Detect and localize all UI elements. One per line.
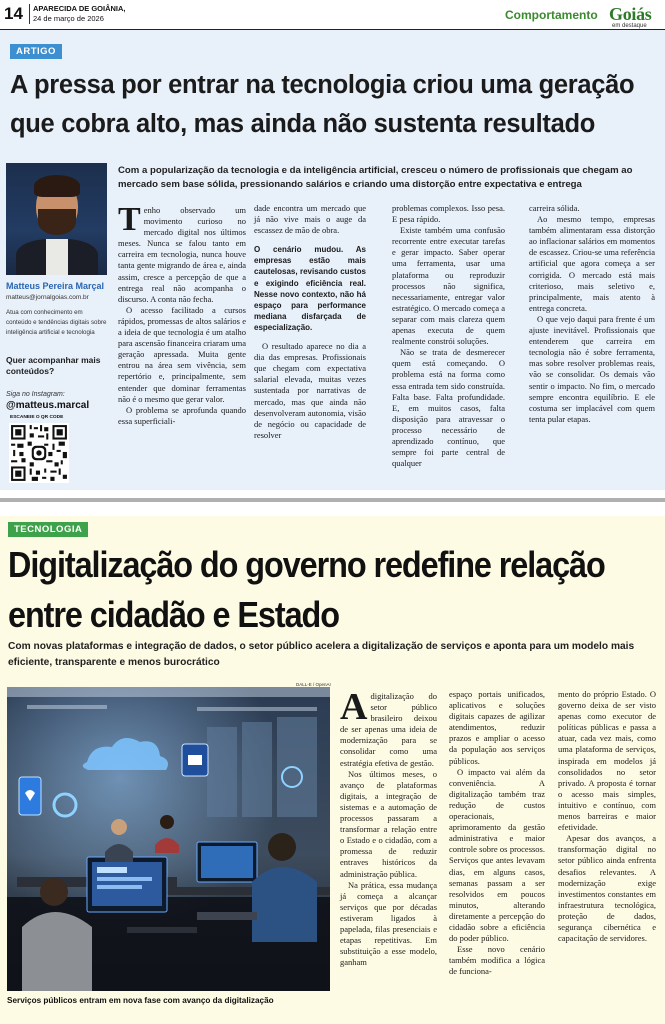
article-column-2 [449,689,545,977]
paragraph: O acesso facilitado a cursos rápidos, promessas de altos salários e a ideia de que tecnologia é um atalho para ascensão financeira criaram uma geração apressada. Muita gente entrou na área sem vivência, sem repertório e, principalmente, sem entender que dominar ferramentas não é o mesmo que gerar valor. [118,304,246,404]
newspaper-logo: Goiás [609,4,652,24]
paragraph: O impacto vai além da conveniência. A digitalização também traz redução de custos operacionais, aprimoramento da gestão administrativa e maior controle sobre os processos. Serviços que antes levavam dias, em alguns casos, semanas passam a ser resolvidos em poucos minutos, alterando diretamente a percepção do cidadão sobre a eficiência do poder público. [449,766,545,944]
paragraph: problemas complexos. Isso pesa. E pesa rápido. [392,203,505,225]
article-column-4 [529,203,655,425]
image-caption: Serviços públicos entram em nova fase com avanço da digitalização [7,996,274,1005]
paragraph: carreira sólida. [529,203,580,213]
section-name: Comportamento [505,8,598,22]
author-email[interactable]: matteus@jornalgoias.com.br [6,294,89,301]
paragraph: Não se trata de desmerecer quem está começando. O problema está na forma como essa entrada tem sido construída. Falta base. Falta profundidade. E, em muitos casos, falta disposição para atravessar o processo necessário de aprendizado contínuo, que sempre foi parte central de qualquer [392,347,505,469]
qr-label: ESCANEIE O QR CODE [10,415,64,420]
header-divider [29,4,30,24]
paragraph: O resultado aparece no dia a dia das empresas. Profissionais que chegam com expectativa salarial elevada, muitas vezes sustentada por narrativas de mercado, mas que ainda não desenvolveram autonomia, visão de negócio ou capacidade de resolver [254,341,366,440]
author-cta: Quer acompanhar mais conteúdos? [6,355,101,376]
paragraph: Ao mesmo tempo, empresas também alimentaram essa distorção ao inflacionar salários em momentos de escassez. Criou-se uma referência artificial que agora começa a ser corrigida. O mercado está mais criterioso, mais seletivo e, principalmente, mais atento à entrega concreta. [529,214,655,313]
header-date: 24 de março de 2026 [33,14,104,23]
article-lead: Com novas plataformas e integração de dados, o setor público acelera a digitalização de serviços e aponta para um modelo mais eficiente, transparente e menos burocrático [8,641,635,668]
paragraph: espaço portais unificados, aplicativos e soluções digitais capazes de agilizar atendimentos, reduzir prazos e ampliar o acesso da população aos serviços públicos. [449,689,545,766]
paragraph: O problema se aprofunda quando essa superficiali- [118,404,246,426]
paragraph [340,686,437,769]
article-headline: Digitalização do governo redefine relação entre cidadão e Estado [8,544,605,635]
author-name: Matteus Pereira Marçal [6,281,105,291]
drop-cap: T [118,201,141,238]
instagram-label: Siga no Instagram: [6,391,65,398]
article-separator [0,498,665,502]
paragraph: dade encontra um mercado que já não vive mais o auge da escassez de mão de obra. [254,203,366,236]
author-photo [6,163,107,275]
article-tag: ARTIGO [10,44,62,59]
paragraph-text: enho observado um movimento curioso no mercado digital nos últimos meses. Nunca se falou tanto em carreira em tecnologia, nunca houve tanta gente migrando de área e, ainda assim, cresce a percepção de que a entrega real não acompanha o discurso. A conta não fecha. [118,205,246,304]
paragraph: Nos últimos meses, o avanço de plataformas digitais, a integração de sistemas e a automação de processos passaram a transformar a relação entre o Estado e o cidadão, com a promessa de reduzir entraves históricos da administração pública. [340,768,437,879]
paragraph: Apesar dos avanços, a transformação digital no setor público ainda enfrenta desafios relevantes. A modernização exige investimentos constantes em infraestrutura tecnológica, proteção de dados, segurança cibernética e capacitação de servidores. [558,833,656,944]
article-column-1 [340,686,437,968]
instagram-handle[interactable]: @matteus.marcal [6,400,90,411]
paragraph: O que vejo daqui para frente é um ajuste inevitável. Profissionais que entenderem que carreira em tecnologia não é sobre ferramenta, mas sobre resolver problemas reais, vão se consolidar. Os demais vão sentir o impacto. No fim, o mercado sempre encontra equilíbrio. E ele costuma ser implacável com quem tenta pular etapas. [529,313,655,424]
paragraph: Existe também uma confusão recorrente entre executar tarefas e gerar impacto. Saber operar uma ferramenta, usar uma plataforma ou reproduzir processos não significa, necessariamente, entregar valor estratégico. O mercado começa a separar com mais clareza quem apenas executa de quem realmente constrói soluções. [392,225,505,347]
image-credit: DALL-E / OpenAI [296,682,331,687]
drop-cap: A [340,686,368,728]
article-column-2 [254,203,366,441]
article-column-3 [558,689,656,944]
author-bio: Atua com conhecimento em conteúdo e tendências digitais sobre inteligência artificial e tecnologia [6,309,107,336]
paragraph [118,201,246,305]
paragraph-text: digitalização do setor público brasileiro deixou de ser apenas uma ideia de modernização para se consolidar como uma estratégia efetiva de gestão. [340,691,437,768]
article-column-3 [392,203,505,469]
paragraph: Esse novo cenário também modifica a lógica de funciona- [449,944,545,977]
page-number: 14 [4,4,23,23]
article-column-1 [118,201,246,427]
paragraph: mento do próprio Estado. O governo deixa de ser visto apenas como executor de políticas públicas e passa a atuar, cada vez mais, como uma plataforma de serviços, inspirada em modelos já consolidados no setor privado. A proposta é tornar o acesso mais simples, intuitivo e contínuo, com menos barreiras e maior efetividade. [558,689,656,833]
paragraph: Na prática, essa mudança já começa a alcançar serviços que por décadas estiveram ligados à papelada, filas presenciais e etapas repetitivas. Em substituição a esse modelo, ganham [340,879,437,968]
article-headline: A pressa por entrar na tecnologia criou uma geração que cobra alto, mas ainda não sustenta resultado [10,71,635,138]
header-city: APARECIDA DE GOIÂNIA, [33,4,126,13]
newspaper-logo-subtitle: em destaque [612,23,647,29]
qr-code-icon[interactable] [9,423,69,483]
article-tag: TECNOLOGIA [8,522,88,537]
paragraph-highlight: O cenário mudou. As empresas estão mais cautelosas, revisando custos e exigindo eficiência real. Nesse novo contexto, não há espaço para performance mediana disfarçada de especialização. [254,245,366,332]
article-lead: Com a popularização da tecnologia e da inteligência artificial, cresceu o número de profissionais que chegam ao mercado sem base sólida, pressionando salários e criando uma distorção entre expectativa e entrega [118,165,633,190]
article-illustration [7,687,330,991]
